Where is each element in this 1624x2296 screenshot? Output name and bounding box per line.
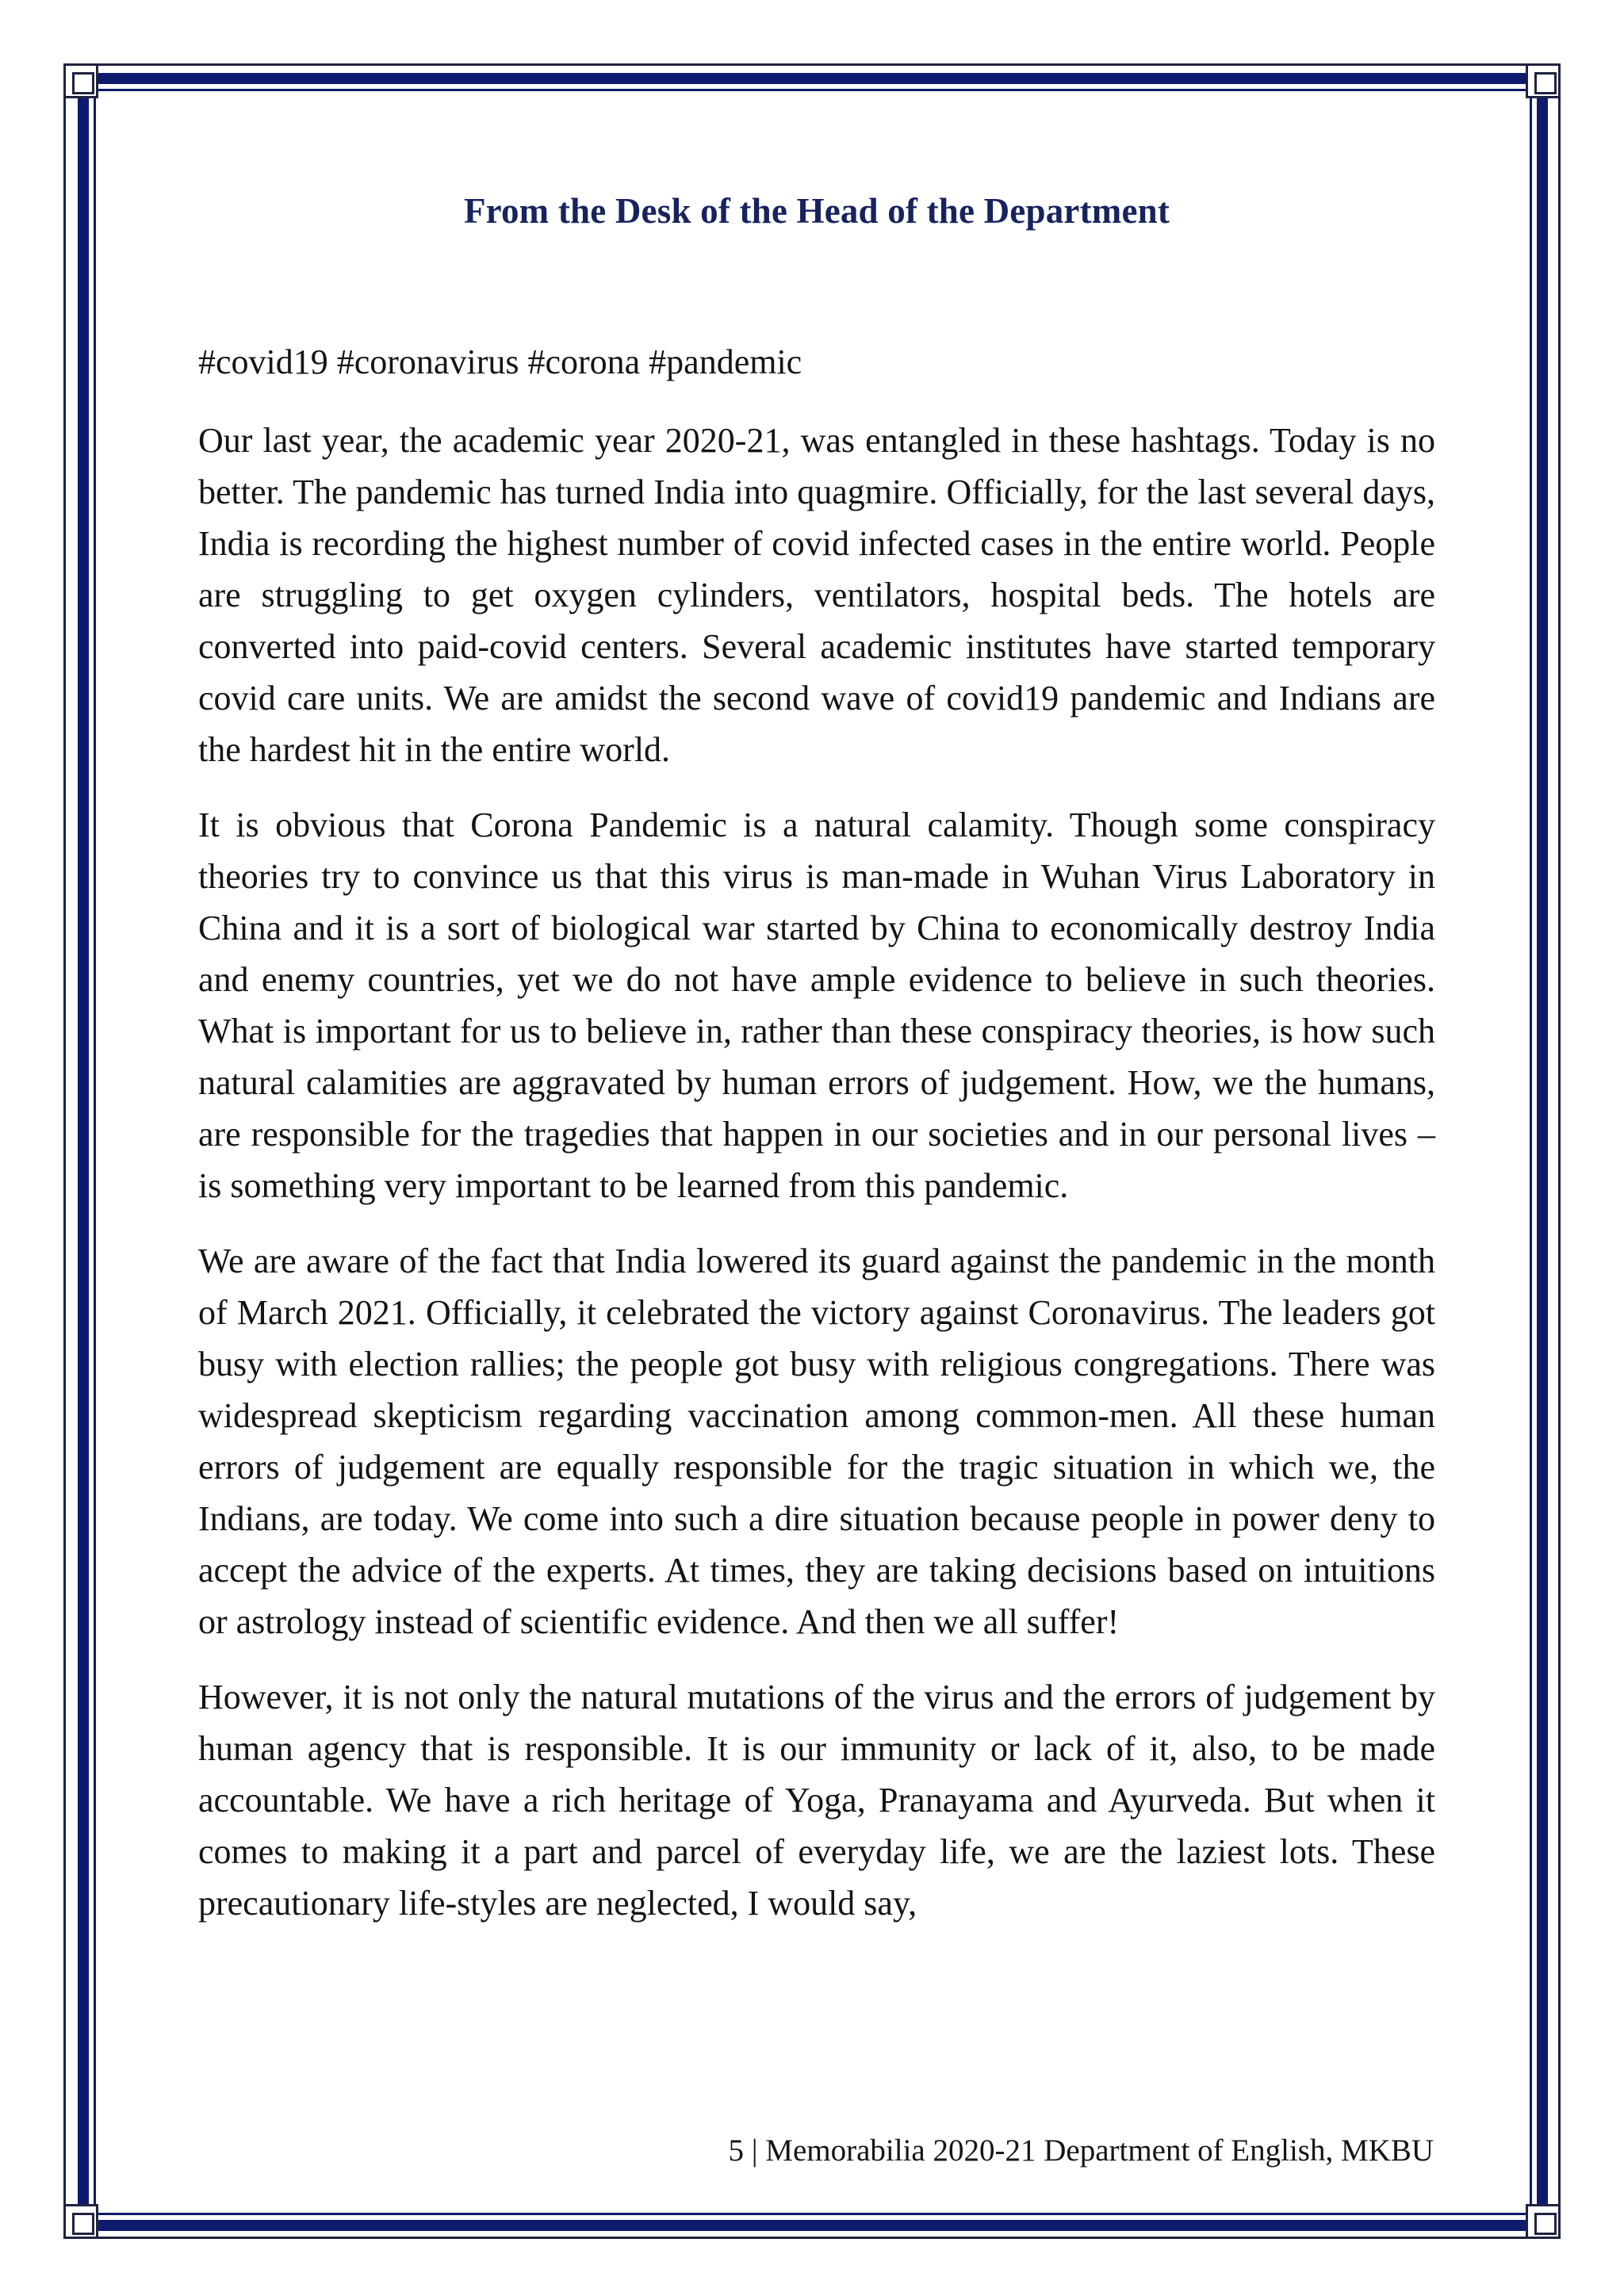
page-title: From the Desk of the Head of the Department <box>463 191 1170 231</box>
body-paragraph-3: We are aware of the fact that India lowered its guard against the pandemic in the month of March 2021. Officially, it celebrated the victory against Coronavirus. The leaders got busy with election rallies; the people got busy with religious congregations. There was widespread skepticism regarding vaccination among common-men. All these human errors of judgement are equally responsible for the tragic situation in which we, the Indians, are today. We come into such a dire situation because people in power deny to accept the advice of the experts. At times, they are taking decisions based on intuitions or astrology instead of scientific evidence. And then we all suffer! <box>198 1242 1435 1641</box>
body-paragraph-2: It is obvious that Corona Pandemic is a natural calamity. Though some conspiracy theories try to convince us that this virus is man-made in Wuhan Virus Laboratory in China and it is a sort of biological war started by China to economically destroy India and enemy countries, yet we do not have ample evidence to believe in such theories. What is important for us to believe in, rather than these conspiracy theories, is how such natural calamities are aggravated by human errors of judgement. How, we the humans, are responsible for the tragedies that happen in our societies and in our personal lives – is something very important to be learned from this pandemic. <box>198 806 1435 1205</box>
page-footer: 5 | Memorabilia 2020-21 Department of English, MKBU <box>728 2133 1434 2168</box>
body-paragraph-4: However, it is not only the natural mutations of the virus and the errors of judgement by human agency that is responsible. It is our immunity or lack of it, also, to be made accountable. We have a rich heritage of Yoga, Pranayama and Ayurveda. But when it comes to making it a part and parcel of everyday life, we are the laziest lots. These precautionary life-styles are neglected, I would say, <box>198 1678 1435 1923</box>
page-content <box>198 190 1435 1953</box>
corner-ornament-top-right <box>1526 63 1561 98</box>
corner-ornament-bottom-right <box>1526 2204 1561 2239</box>
body-paragraph-1: Our last year, the academic year 2020-21, was entangled in these hashtags. Today is no better. The pandemic has turned India into quagmire. Officially, for the last several days, India is recording the highest number of covid infected cases in the entire world. People are struggling to get oxygen cylinders, ventilators, hospital beds. The hotels are converted into paid-covid centers. Several academic institutes have started temporary covid care units. We are amidst the second wave of covid19 pandemic and Indians are the hardest hit in the entire world. <box>198 421 1435 769</box>
corner-ornament-bottom-left <box>63 2204 98 2239</box>
corner-ornament-top-left <box>63 63 98 98</box>
hashtags-line: #covid19 #coronavirus #corona #pandemic <box>198 342 802 381</box>
